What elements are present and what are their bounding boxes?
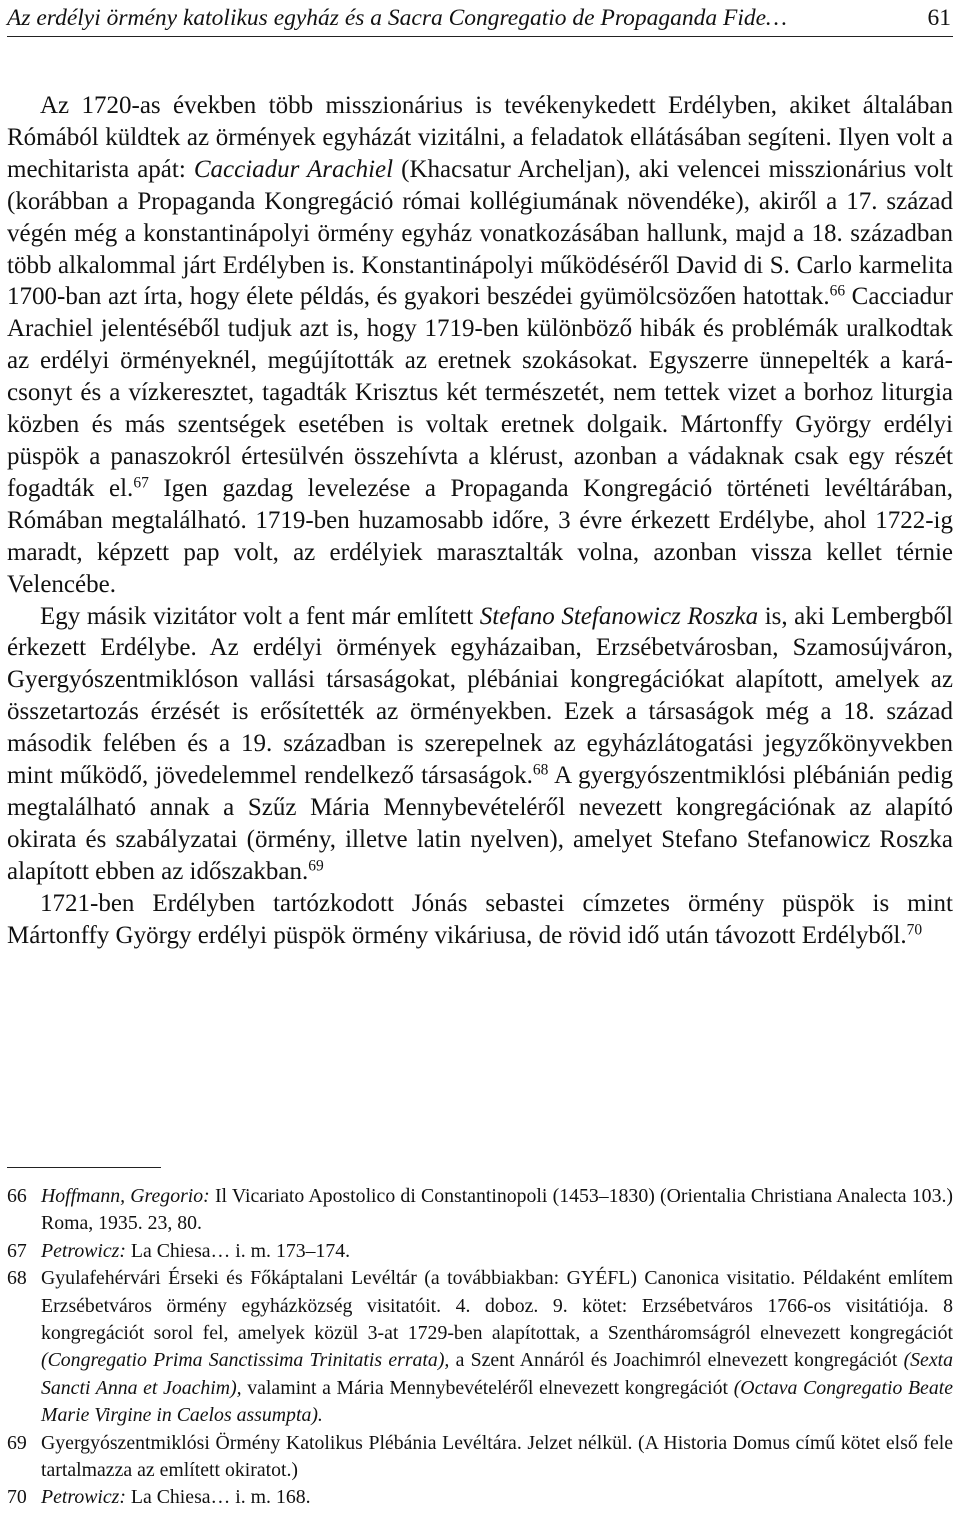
footnote-latin-title-1: (Congregatio Prima Sanctissima Trinitatis errata), xyxy=(41,1349,450,1372)
footnote-ref-66[interactable]: 66 xyxy=(829,282,846,300)
footnote-number: 67 xyxy=(7,1239,27,1262)
footnote-68 xyxy=(7,1265,953,1429)
footnote-number: 70 xyxy=(7,1486,27,1509)
footnote-ref-69[interactable]: 69 xyxy=(308,857,324,875)
footnote-70 xyxy=(7,1484,953,1511)
paragraph-3 xyxy=(7,888,953,952)
footnote-ref-68[interactable]: 68 xyxy=(532,761,549,779)
footnote-author: Petrowicz: xyxy=(41,1239,126,1262)
running-title: Az erdélyi örmény katolikus egyház és a Sacra Congregatio de Propaganda Fide… xyxy=(7,5,787,31)
paragraph-3-text-a: 1721-ben Erdélyben tartózkodott Jónás sebastei címzetes örmény püspök is mint Mártonffy György erdélyi püspök örmény vikáriusa, de rövid idő után távozott Erdélyből. xyxy=(7,889,953,949)
footnote-text: La Chiesa… i. m. 173–174. xyxy=(125,1239,351,1262)
footnote-67 xyxy=(7,1238,953,1265)
footnote-author: Hoffmann, Gregorio: xyxy=(41,1185,210,1207)
footnote-author: Petrowicz: xyxy=(41,1486,126,1509)
footnote-number: 68 xyxy=(7,1267,27,1290)
page-number: 61 xyxy=(927,5,951,31)
footnote-ref-67[interactable]: 67 xyxy=(133,474,149,492)
paragraph-2-text-c: A gyergyószentmiklósi plébánián pedig megtalálható annak a Szűz Mária Mennybevételéről nevezett kongregációnak az alapító okirata és szabályzatai (örmény, illetve latin nyelven), amelyet Stefano Stefanowicz Roszka alapított ebben az időszakban. xyxy=(7,762,953,885)
main-text xyxy=(7,90,953,951)
paragraph-1 xyxy=(7,90,953,601)
running-header xyxy=(7,2,953,37)
footnote-66 xyxy=(7,1183,953,1238)
paragraph-2-text-a: Egy másik vizitátor volt a fent már említett xyxy=(40,602,480,630)
footnote-ref-70[interactable]: 70 xyxy=(906,921,923,939)
footnote-text-c: valamint a Mária Mennybevételéről elnevezett kongregációt xyxy=(241,1376,734,1399)
paragraph-2-text-b: is, aki Lembergből érkezett Erdélybe. Az erdélyi örmények egyházaiban, Erzsébetvárosban, Szamosújváron, Gyergyószentmiklóson vallási társaságokat, plébániai kongregációkat alapított, amelyek az összetartozás érzését is erősítették az örményekben. Ezek a társaságok még a 18. század második felében és a 19. században is szerepelnek az egyházlátogatási jegyzőkönyvekben mint működő, jövedelemmel rendelkező társaságok. xyxy=(7,602,954,790)
footnotes xyxy=(7,1183,953,1512)
footnote-text: La Chiesa… i. m. 168. xyxy=(125,1486,311,1509)
footnote-latin-title-2: (Sexta Sancti Anna et Joachim), xyxy=(41,1349,953,1399)
footnote-text-a: Gyulafehérvári Érseki és Főkáptalani Levéltár (a továbbiakban: GYÉFL) Canonica visitatio. Példaként említem Erzsébetváros örmény egyházközség visitatóit. 4. doboz. 9. kötet: Erzsébetváros 1766-os visitátiója. 8 kongregációt sorol fel, amelyek közül 3-at 1729-ben alapítottak, a Szentháromságról elnevezett kongregációt xyxy=(41,1267,953,1345)
paragraph-1-text-d: Igen gazdag levelezése a Propaganda Kongregáció történeti levéltárában, Rómában megtalálható. 1719-ben huzamosabb időre, 3 évre érkezett Erdélybe, ahol 1722-ig maradt, képzett pap volt, az erdélyiek marasztalták volna, azonban vissza kellet térnie Velencébe. xyxy=(7,474,953,598)
footnote-text-b: a Szent Annáról és Joachimról elnevezett kongregációt xyxy=(449,1349,904,1372)
footnote-text: Il Vicariato Apostolico di Constantinopoli (1453–1830) (Orientalia Christiana Analecta 103.) Roma, 1935. 23, 80. xyxy=(41,1185,953,1235)
footnote-number: 69 xyxy=(7,1431,27,1454)
paragraph-1-text-b: (Khacsatur Archeljan), aki velencei misszionárius volt (korábban a Propaganda Kongregáció római kollégiumának növendéke), akiről a 17. század végén még a konstantinápolyi örmény egyház vonatkozásában hallunk, majd a 18. században több alkalommal járt Erdélyben is. Konstantinápolyi működéséről David di S. Carlo karmelita 1700-ban azt írta, hogy élete példás, és gyakori beszédei gyümölcsözően hatottak. xyxy=(7,155,953,311)
footnote-separator xyxy=(7,1167,161,1168)
paragraph-1-text-a: Az 1720-as években több misszionárius is tevékenykedett Erdélyben, akiket általában Rómából küldtek az örmények egyházát vizitálni, a feladatok ellátásában segíteni. Ilyen volt a mechitarista apát: xyxy=(7,92,953,183)
footnote-latin-title-3: (Octava Congregatio Beate Marie Virgine in Caelos assumpta). xyxy=(41,1376,954,1427)
paragraph-2 xyxy=(7,601,953,888)
footnote-69 xyxy=(7,1430,953,1485)
person-name-roszka: Stefano Stefanowicz Roszka xyxy=(479,602,759,630)
footnote-number: 66 xyxy=(7,1185,27,1207)
footnote-text: Gyergyószentmiklósi Örmény Katolikus Plébánia Levéltára. Jelzet nélkül. (A Historia Domus című kötet első fele tartalmazza az említett okiratot.) xyxy=(41,1431,953,1482)
person-name-cacciadur: Cacciadur Arachiel xyxy=(193,155,394,183)
paragraph-1-text-c: Cacciadur Arachiel jelentéséből tudjuk azt is, hogy 1719-ben különböző hibák és problémák uralkodtak az erdélyi örményeknél, megújították az eretnek szokásokat. Egyszerre ünnepelték a karácsonyt és a vízkeresztet, tagadták Krisztus két természetét, nem tettek vizet a borhoz liturgia közben és más szentségek esetében is voltak eretnek dolgaik. Mártonffy György erdélyi püspök a panaszokról értesülvén összehívta a klérust, azonban a vádaknak csak egy részét fogadták el. xyxy=(7,283,953,502)
